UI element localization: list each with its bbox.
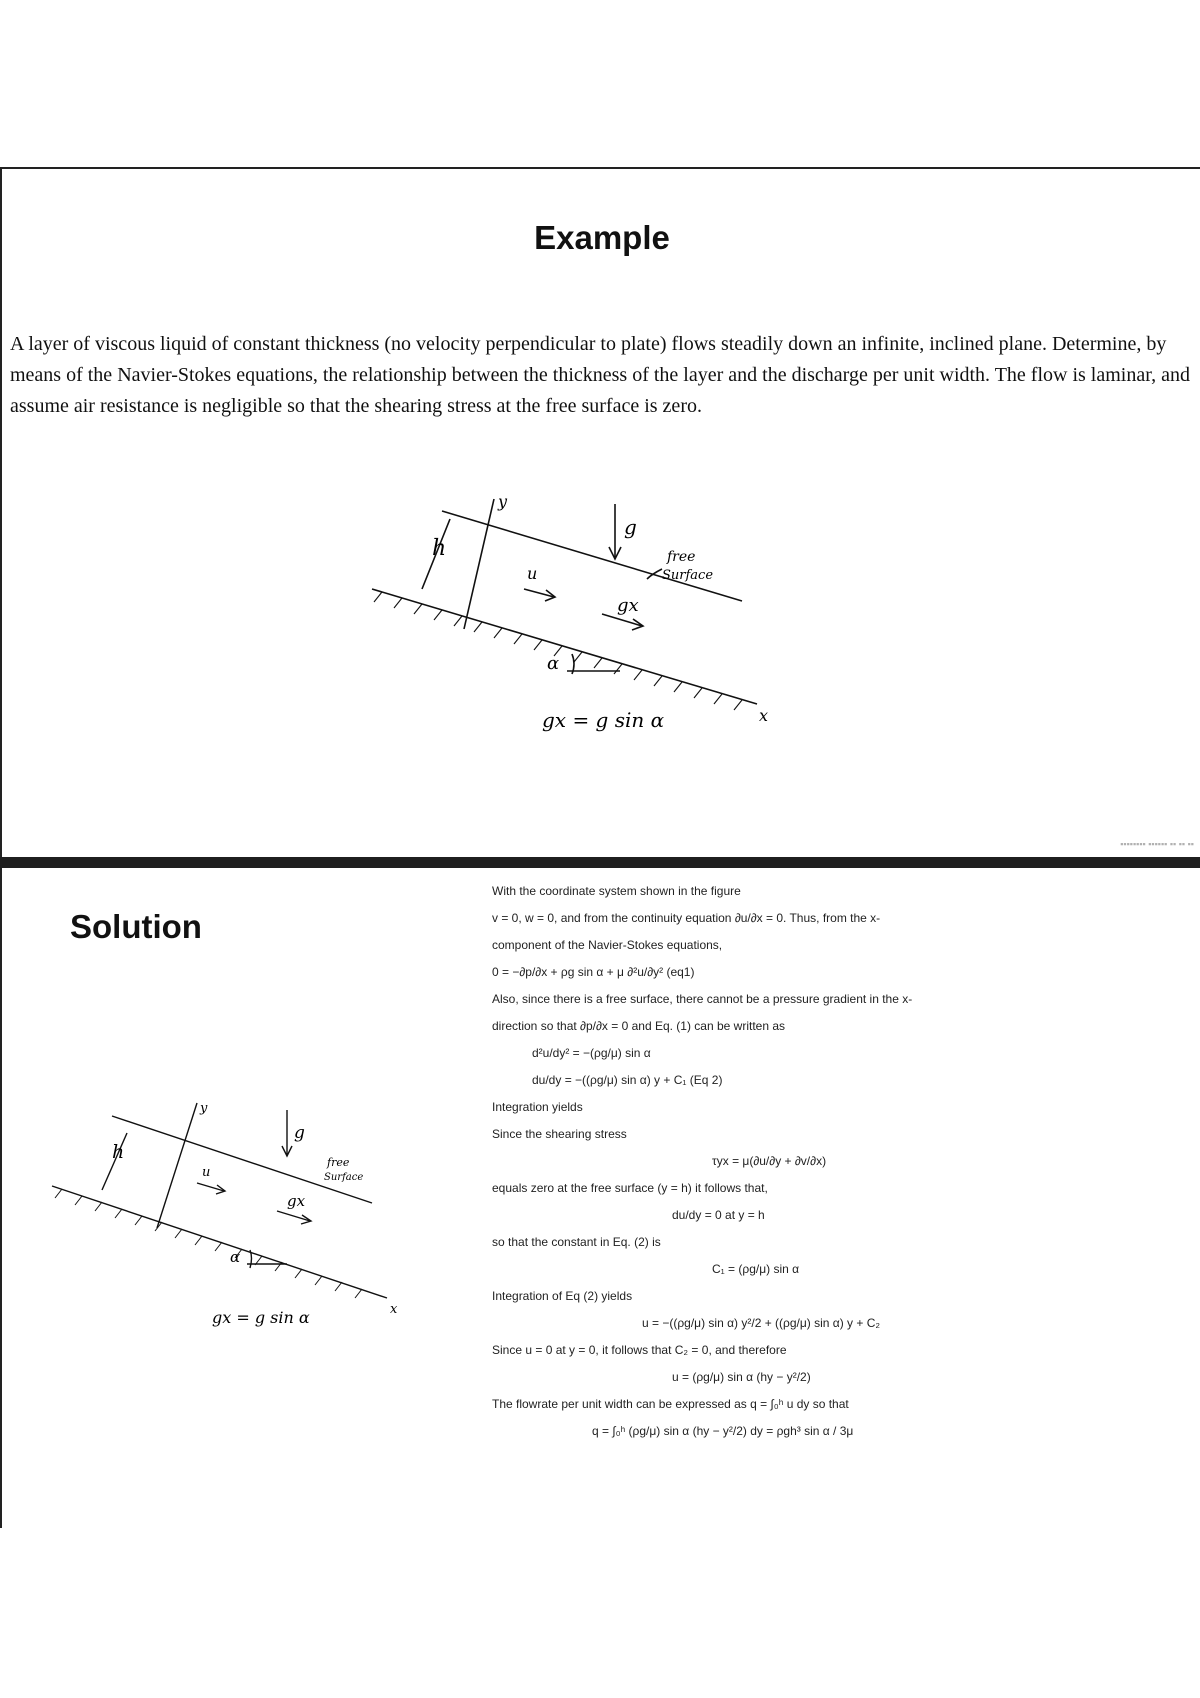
inclined-plane-diagram [362,489,822,819]
solution-title: Solution [70,908,202,945]
solution-free-label: free [327,1156,350,1169]
solution-velocity-label: u [202,1165,211,1180]
angle-label: α [547,653,560,674]
solution-line: With the coordinate system shown in the figure [492,884,741,898]
solution-equation: du/dy = −((ρg/μ) sin α) y + C₁ (Eq 2) [532,1073,723,1087]
solution-slide [0,868,1200,1528]
free-label: free [667,549,696,565]
solution-line: Since the shearing stress [492,1127,627,1141]
gx-label: gx [617,595,639,616]
slide-divider [0,857,1200,868]
solution-equation: q = ∫₀ʰ (ρg/μ) sin α (hy − y²/2) dy = ρgh³ sin α / 3μ [592,1424,854,1438]
solution-gx-formula: gx = g sin α [212,1308,310,1327]
solution-line: Since u = 0 at y = 0, it follows that C₂ = 0, and therefore [492,1343,787,1357]
solution-x-label: x [390,1302,398,1317]
solution-line: so that the constant in Eq. (2) is [492,1235,661,1249]
solution-equation: du/dy = 0 at y = h [672,1208,765,1222]
problem-statement: A layer of viscous liquid of constant thickness (no velocity perpendicular to plate) flows steadily down an infinite, inclined plane. Determine, by means of the Navier-Stokes equations, the relationship between the thickness of the layer and the discharge per unit width. The flow is laminar, and assume air resistance is negligible so that the shearing stress at the free surface is zero. [10,333,1190,417]
velocity-label: u [527,564,538,583]
example-slide [0,167,1200,857]
solution-line: Also, since there is a free surface, there cannot be a pressure gradient in the x- [492,992,913,1006]
solution-equation: u = (ρg/μ) sin α (hy − y²/2) [672,1370,811,1384]
solution-line: The flowrate per unit width can be expressed as q = ∫₀ʰ u dy so that [492,1397,849,1411]
slide-footnote: ▪▪▪▪▪▪▪▪ ▪▪▪▪▪▪ ▪▪ ▪▪ ▪▪ [1120,839,1194,849]
solution-surface-label: Surface [324,1172,364,1183]
solution-equation: τyx = μ(∂u/∂y + ∂v/∂x) [712,1154,827,1168]
solution-line: v = 0, w = 0, and from the continuity equation ∂u/∂x = 0. Thus, from the x- [492,911,881,925]
solution-thickness-label: h [112,1141,125,1163]
solution-angle-label: α [230,1248,241,1266]
solution-equation: d²u/dy² = −(ρg/μ) sin α [532,1046,651,1060]
thickness-label: h [432,536,447,561]
gx-formula: gx = g sin α [542,708,665,732]
solution-gx-label: gx [287,1192,306,1210]
plate-hatching [374,592,742,710]
plate-line [372,589,757,704]
x-axis-label: x [759,706,769,725]
surface-label: Surface [662,568,714,583]
solution-line: Integration of Eq (2) yields [492,1289,633,1303]
solution-line: component of the Navier-Stokes equations, [492,938,723,952]
solution-line: direction so that ∂p/∂x = 0 and Eq. (1) can be written as [492,1019,786,1033]
solution-diagram [42,1098,422,1388]
solution-equation: u = −((ρg/μ) sin α) y²/2 + ((ρg/μ) sin α) y + C₂ [642,1316,881,1330]
solution-equation: C₁ = (ρg/μ) sin α [712,1262,800,1276]
solution-y-label: y [200,1101,208,1116]
solution-line: 0 = −∂p/∂x + ρg sin α + μ ∂²u/∂y² (eq1) [492,965,695,979]
solution-gravity-label: g [294,1123,305,1143]
solution-line: Integration yields [492,1100,583,1114]
solution-body [492,878,1052,1445]
y-axis-label: y [498,492,508,511]
example-title: Example [534,219,670,256]
solution-line: equals zero at the free surface (y = h) it follows that, [492,1181,768,1195]
free-surface-line [442,511,742,601]
gravity-label: g [624,515,637,539]
